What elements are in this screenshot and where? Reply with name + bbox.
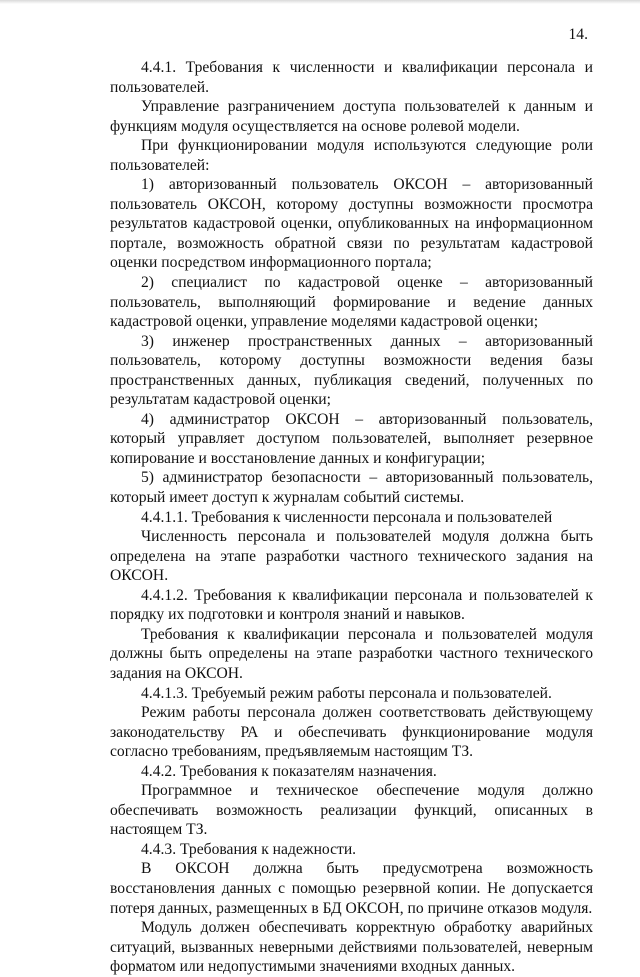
paragraph-work-mode: Режим работы персонала должен соответствовать действующему законодательству РА и обеспечивать функционирование модуля согласно требованиям, предъявляемым настоящим ТЗ. [110,704,593,761]
paragraph-roles-intro: При функционировании модуля используются следующие роли пользователей: [110,137,593,174]
role-item-5: 5) администратор безопасности – авторизованный пользователь, который имеет доступ к журналам событий системы. [110,469,593,507]
paragraph-qualification: Требования к квалификации персонала и пользователей модуля должны быть определены на этапе разработки частного технического задания на ОКСОН. [110,625,593,682]
paragraph-backup: В ОКСОН должна быть предусмотрена возможность восстановления данных с помощью резервной копии. Не допускается потеря данных, размещенных в БД ОКСОН, по причине отказов модуля. [110,860,593,917]
section-heading-4-4-1: 4.4.1. Требования к численности и квалификации персонала и пользователей. [110,59,593,96]
role-item-1: 1) авторизованный пользователь ОКСОН – авторизованный пользователь ОКСОН, которому доступны возможности просмотра результатов кадастровой оценки, опубликованных на информационном портале, возможность обратной связи по результатам кадастровой оценки посредством информационного портала; [110,176,593,272]
section-heading-4-4-3: 4.4.3. Требования к надежности. [141,840,357,858]
role-item-3: 3) инженер пространственных данных – авторизованный пользователь, которому доступны возможности ведения базы пространственных данных, публикация сведений, полученных по результатам кадастровой оценки; [110,332,593,409]
page-number: 14. [568,26,588,43]
paragraph-purpose: Программное и техническое обеспечение модуля должно обеспечивать возможность реализации функций, описанных в настоящем ТЗ. [110,782,593,839]
scan-edge [0,0,640,4]
section-heading-4-4-1-2: 4.4.1.2. Требования к квалификации персонала и пользователей к порядку их подготовки и контроля знаний и навыков. [110,586,593,624]
section-heading-4-4-1-3: 4.4.1.3. Требуемый режим работы персонала и пользователей. [141,684,552,702]
section-heading-4-4-2: 4.4.2. Требования к показателям назначения. [141,762,437,780]
document-body [110,58,593,977]
paragraph-error-handling: Модуль должен обеспечивать корректную обработку аварийных ситуаций, вызванных неверными действиями пользователей, неверным форматом или недопустимыми значениями входных данных. [110,919,593,976]
section-heading-4-4-1-1: 4.4.1.1. Требования к численности персонала и пользователей [141,508,553,526]
paragraph-staff-count: Численность персонала и пользователей модуля должна быть определена на этапе разработки частного технического задания на ОКСОН. [110,528,593,585]
paragraph-access-control: Управление разграничением доступа пользователей к данным и функциям модуля осуществляется на основе ролевой модели. [110,98,593,135]
role-item-2: 2) специалист по кадастровой оценке – авторизованный пользователь, выполняющий формирование и ведение данных кадастровой оценки, управление моделями кадастровой оценки; [110,274,593,331]
role-item-4: 4) администратор ОКСОН – авторизованный пользователь, который управляет доступом пользователей, выполняет резервное копирование и восстановление данных и конфигурации; [110,410,593,467]
